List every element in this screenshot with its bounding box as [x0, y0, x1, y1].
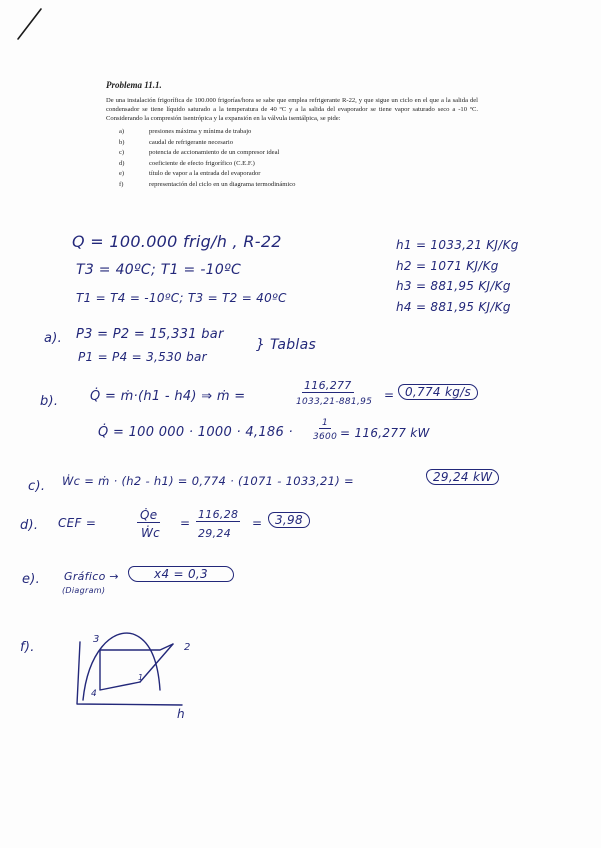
- answer-e-vapor-quality-result: x4 = 0,3: [128, 566, 234, 582]
- enthalpy-h3: h3 = 881,95 KJ/Kg: [396, 279, 511, 293]
- diagram-point-1: 1: [138, 673, 144, 682]
- answer-d-equals-1: =: [180, 516, 191, 530]
- given-temperature-pairs: T1 = T4 = -10ºC; T3 = T2 = 40ºC: [76, 291, 287, 305]
- answer-d-denominator-value: 29,24: [198, 527, 231, 540]
- answer-d-equals-2: =: [252, 516, 263, 530]
- cycle-expansion-evaporation-line: [100, 650, 140, 690]
- question-item: f) representación del ciclo en un diagrama termodinámico: [119, 180, 296, 188]
- answer-b-conversion-denominator: 3600: [313, 432, 338, 442]
- given-temperatures: T3 = 40ºC; T1 = -10ºC: [76, 262, 242, 278]
- answer-b-conversion-numerator: 1: [319, 418, 331, 429]
- answer-d-label: d).: [20, 518, 39, 533]
- answer-b-mass-flow-result: 0,774 kg/s: [398, 384, 478, 400]
- diagram-point-2: 2: [184, 642, 191, 653]
- answer-a-tables-note: } Tablas: [256, 337, 317, 353]
- answer-a-min-pressure: P1 = P4 = 3,530 bar: [78, 350, 207, 364]
- answer-a-max-pressure: P3 = P2 = 15,331 bar: [76, 327, 224, 342]
- answer-d-denominator: Ẇc: [141, 526, 161, 540]
- diagram-point-3: 3: [93, 634, 100, 645]
- question-item: c) potencia de accionamiento de un compresor ideal: [119, 149, 280, 157]
- answer-f-label: f).: [20, 640, 35, 655]
- answer-b-equation: Q̇ = ṁ·(h1 - h4) ⇒ ṁ =: [90, 389, 246, 404]
- diagram-point-4: 4: [91, 689, 97, 699]
- answer-e-equation: Gráfico →: [64, 570, 119, 583]
- answer-d-cef-result: 3,98: [268, 512, 310, 528]
- question-item: b) caudal de refrigerante necesario: [119, 138, 234, 146]
- enthalpy-h4: h4 = 881,95 KJ/Kg: [396, 300, 511, 314]
- enthalpy-h1: h1 = 1033,21 KJ/Kg: [396, 238, 519, 252]
- answer-a-label: a).: [44, 331, 63, 346]
- problem-statement: De una instalación frigorífica de 100.000 frigorías/hora se sabe que emplea refrigerante R-22, y que sigue un ciclo en el que a la salida del condensador se tiene líquido saturado a la temperatura de 40 ºC y a la salida del evaporador se tiene vapor saturado seco a -10 ºC. Considerando la compresión isentrópica y la expansión en la válvula isentálpica, se pide:: [106, 97, 478, 122]
- question-item: e) título de vapor a la entrada del evaporador: [119, 170, 261, 178]
- answer-b-fraction-denominator: 1033,21-881,95: [296, 397, 373, 407]
- given-capacity: Q = 100.000 frig/h , R-22: [72, 232, 282, 251]
- question-item: a) presiones máxima y mínima de trabajo: [119, 128, 252, 135]
- cycle-condensation-line: [100, 644, 173, 650]
- answer-e-label: e).: [22, 572, 41, 587]
- answer-c-power-result: 29,24 kW: [426, 469, 499, 485]
- answer-b-capacity-result: = 116,277 kW: [340, 426, 430, 440]
- answer-b-label: b).: [40, 394, 59, 409]
- answer-d-equation: CEF =: [58, 516, 97, 530]
- answer-b-equals: =: [384, 388, 395, 402]
- answer-e-diagram-note: (Diagram): [62, 586, 106, 595]
- answer-c-label: c).: [28, 479, 46, 494]
- enthalpy-h2: h2 = 1071 KJ/Kg: [396, 259, 499, 273]
- question-item: d) coeficiente de efecto frigorífico (C.E.F.): [119, 159, 255, 167]
- diagram-axis-label-h: h: [177, 707, 185, 721]
- answer-b-fraction-numerator: 116,277: [304, 379, 352, 392]
- answer-d-numerator: Q̇e: [137, 508, 160, 523]
- answer-c-equation: Ẇc = ṁ · (h2 - h1) = 0,774 · (1071 - 1033,21) =: [62, 474, 354, 488]
- answer-b-capacity-conversion: Q̇ = 100 000 · 1000 · 4,186 ·: [98, 425, 293, 440]
- answer-d-numerator-value: 116,28: [198, 508, 239, 521]
- problem-title: Problema 11.1.: [106, 80, 162, 90]
